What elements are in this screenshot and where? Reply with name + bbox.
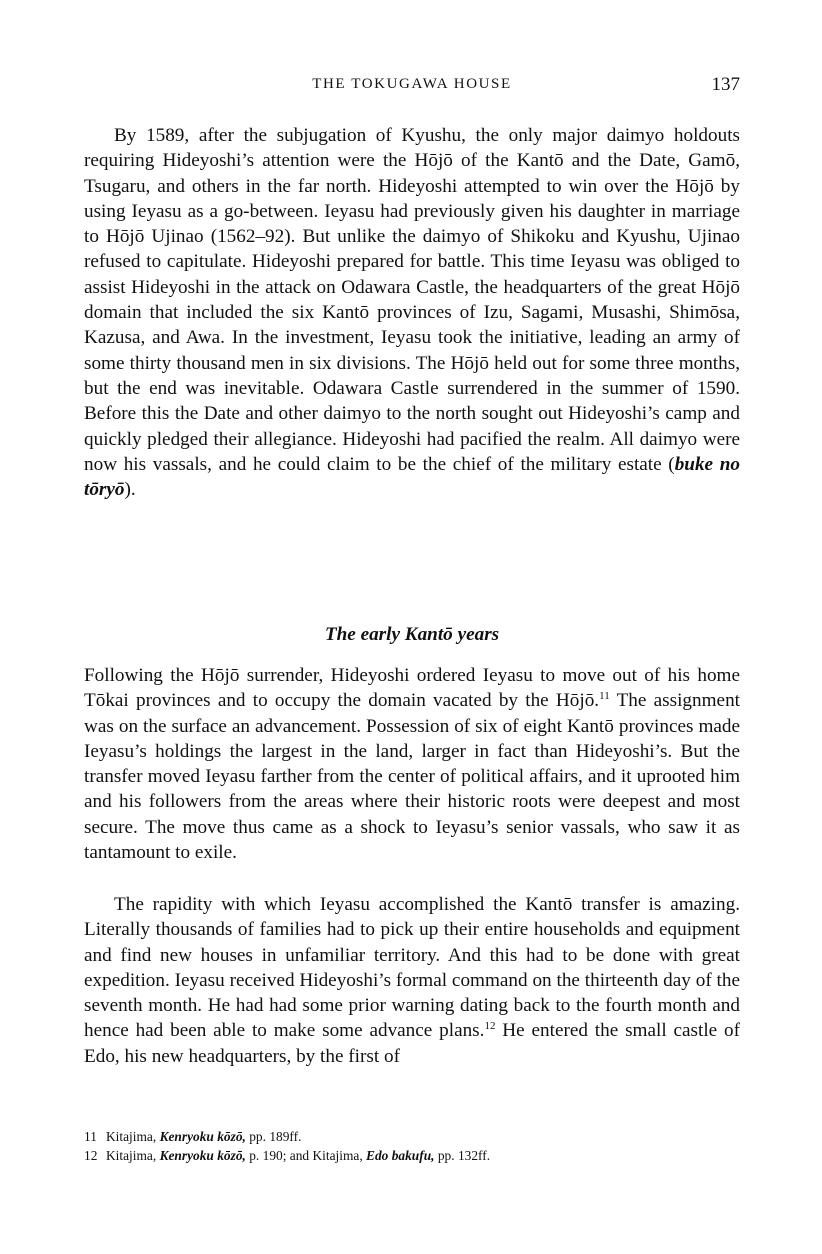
footnote-work-2: Edo bakufu, bbox=[366, 1148, 435, 1163]
paragraph-2-text: Following the Hōjō surrender, Hideyoshi ordered Ieyasu to move out of his home Tōkai provinces and to occupy the domain vacated by the Hōjō. bbox=[84, 665, 740, 712]
footnotes bbox=[84, 1127, 740, 1165]
footnote-number: 11 bbox=[84, 1129, 97, 1144]
footnote-work: Kenryoku kōzō, bbox=[159, 1129, 246, 1144]
paragraph-1-term: buke no tōryō bbox=[84, 453, 741, 501]
footnote-pages-2: pp. 132ff. bbox=[437, 1148, 491, 1163]
paragraph-1 bbox=[84, 123, 740, 502]
footnote-author: Kitajima, bbox=[106, 1148, 157, 1163]
footnote-pages: pp. 189ff. bbox=[249, 1129, 302, 1144]
section-heading: The early Kantō years bbox=[324, 624, 500, 645]
paragraph-1-text-end: ). bbox=[124, 479, 136, 501]
page-number: 137 bbox=[711, 74, 740, 95]
footnote-author: Kitajima, bbox=[106, 1129, 157, 1144]
paragraph-1-text: By 1589, after the subjugation of Kyushu, the only major daimyo holdouts requiring Hideyoshi’s attention were the Hōjō of the Kantō and the Date, Gamō, Tsugaru, and others in the far north. Hideyoshi attempted to win over the Hōjō by using Ieyasu as a go-between. Ieyasu had previously given his daughter in marriage to Hōjō Ujinao (1562–92). But unlike the daimyo of Shikoku and Kyushu, Ujinao refused to capitulate. Hideyoshi prepared for battle. This time Ieyasu was obliged to assist Hideyoshi in the attack on Odawara Castle, the headquarters of the great Hōjō domain that included the six Kantō provinces of Izu, Sagami, Musashi, Shimōsa, Kazusa, and Awa. In the investment, Ieyasu took the initiative, leading an army of some thirty thousand men in six divisions. The Hōjō held out for some three months, but the end was inevitable. Odawara Castle surrendered in the summer of 1590. Before this the Date and other daimyo to the north sought out Hideyoshi’s camp and quickly pledged their allegiance. Hideyoshi had pacified the realm. All daimyo were now his vassals, and he could claim to be the chief of the military estate ( bbox=[84, 125, 740, 475]
footnote-number: 12 bbox=[84, 1148, 98, 1163]
running-head bbox=[84, 74, 740, 96]
footnote-ref-12[interactable]: 12 bbox=[484, 1020, 496, 1033]
paragraph-2 bbox=[84, 663, 740, 865]
running-title: THE TOKUGAWA HOUSE bbox=[312, 76, 512, 92]
footnote-12 bbox=[84, 1146, 740, 1165]
book-page bbox=[84, 0, 740, 1254]
paragraph-3 bbox=[84, 892, 740, 1069]
footnote-11 bbox=[84, 1127, 740, 1146]
footnote-ref-11[interactable]: 11 bbox=[599, 690, 610, 703]
footnote-work: Kenryoku kōzō, bbox=[159, 1148, 246, 1163]
paragraph-2-text-end: The assignment was on the surface an advancement. Possession of six of eight Kantō provinces made Ieyasu’s holdings the largest in the land, larger in fact than Hideyoshi’s. But the transfer moved Ieyasu farther from the center of political affairs, and it uprooted him and his followers from the areas where their historic roots were deepest and most secure. The move thus came as a shock to Ieyasu’s senior vassals, who saw it as tantamount to exile. bbox=[84, 690, 740, 864]
footnote-pages: p. 190; and Kitajima, bbox=[249, 1148, 363, 1163]
paragraph-3-text-end: He entered the small castle of Edo, his new headquarters, by the first of bbox=[84, 1020, 740, 1067]
paragraph-3-text: The rapidity with which Ieyasu accomplished the Kantō transfer is amazing. Literally thousands of families had to pick up their entire households and equipment and find new houses in unfamiliar territory. And this had to be done with great expedition. Ieyasu received Hideyoshi’s formal command on the thirteenth day of the seventh month. He had had some prior warning dating back to the fourth month and hence had been able to make some advance plans. bbox=[84, 894, 740, 1042]
